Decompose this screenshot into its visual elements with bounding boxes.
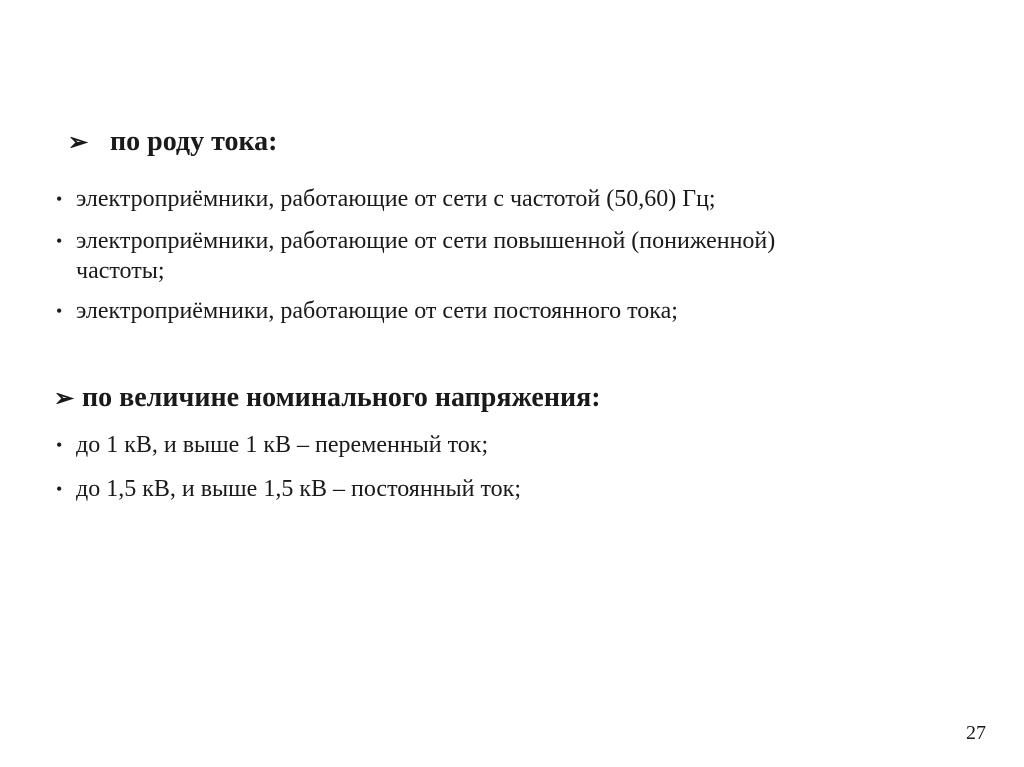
list-item-text: электроприёмники, работающие от сети с частотой (50,60) Гц; <box>76 186 716 212</box>
section-heading-current-type <box>68 126 277 159</box>
bullet-icon: • <box>56 301 63 321</box>
heading-text: по роду тока: <box>110 126 278 157</box>
page-number: 27 <box>966 722 986 744</box>
heading-text: по величине номинального напряжения: <box>82 382 601 413</box>
list-item-text-continuation: частоты; <box>76 258 165 284</box>
arrow-bullet-icon: ➢ <box>68 130 89 156</box>
list-item <box>56 430 488 460</box>
list-item-text: до 1,5 кВ, и выше 1,5 кВ – постоянный ток; <box>76 476 521 502</box>
bullet-icon: • <box>56 189 63 209</box>
list-item <box>56 296 678 326</box>
list-item <box>56 184 716 214</box>
arrow-bullet-icon: ➢ <box>54 386 75 412</box>
list-item-text: электроприёмники, работающие от сети постоянного тока; <box>76 298 678 324</box>
bullet-icon: • <box>56 435 63 455</box>
list-item-text: до 1 кВ, и выше 1 кВ – переменный ток; <box>76 432 489 458</box>
bullet-icon: • <box>56 479 63 499</box>
list-item-text: электроприёмники, работающие от сети повышенной (пониженной) <box>76 228 776 254</box>
list-item <box>56 474 521 504</box>
bullet-icon: • <box>56 231 63 251</box>
list-item <box>56 226 775 286</box>
section-heading-voltage <box>54 382 601 415</box>
